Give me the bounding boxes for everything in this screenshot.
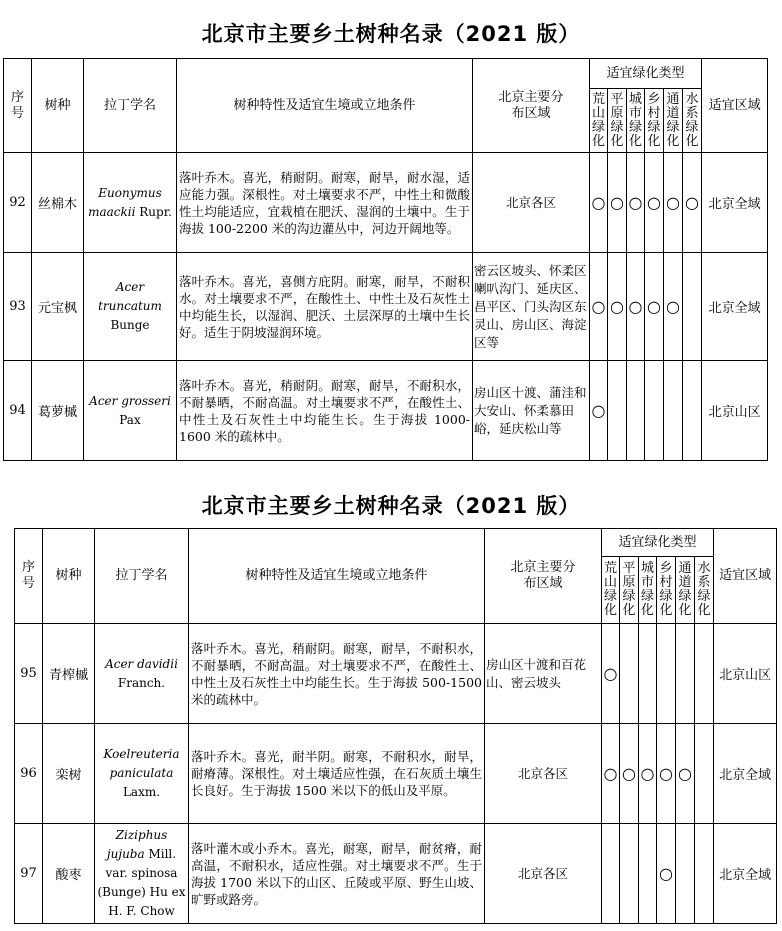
row-no: 94: [4, 361, 32, 461]
row-mark-5: [683, 361, 702, 461]
header-greening-3: 乡村绿化: [657, 557, 676, 624]
suitable-mark-icon: ○: [678, 763, 692, 783]
row-conditions: 落叶灌木或小乔木。喜光，耐寒，耐旱，耐贫瘠，耐高温，不耐积水，适应性强。对土壤要求不严。生于海拔 1700 米以下的山区、丘陵或平原、野生山坡、旷野或路旁。: [189, 824, 485, 924]
header-greening-3: 乡村绿化: [645, 89, 664, 153]
row-mark-0: [590, 253, 608, 361]
row-mark-0: [602, 824, 620, 924]
row-mark-4: [664, 361, 683, 461]
header-greening-0: 荒山绿化: [590, 89, 608, 153]
row-mark-1: [620, 624, 639, 724]
header-species: 树种: [32, 59, 84, 153]
header-greening-2: 城市绿化: [627, 89, 645, 153]
header-greening-2: 城市绿化: [639, 557, 657, 624]
row-mark-5: [683, 153, 702, 253]
row-distribution: 密云区坡头、怀柔区喇叭沟门、延庆区、昌平区、门头沟区东灵山、房山区、海淀区等: [473, 253, 590, 361]
row-mark-5: [695, 724, 714, 824]
row-species: 酸枣: [43, 824, 95, 924]
suitable-mark-icon: ○: [628, 296, 643, 316]
latin-author: Laxm.: [122, 785, 161, 799]
row-region: 北京山区: [702, 361, 768, 461]
row-mark-1: [620, 824, 639, 924]
suitable-mark-icon: ○: [659, 763, 673, 783]
row-conditions: 落叶乔木。喜光，耐半阴。耐寒，不耐积水，耐旱，耐瘠薄。深根性。对土壤适应性强，在石灰质土壤生长良好。生于海拔 1500 米以下的低山及平原。: [189, 724, 485, 824]
table-row: [15, 824, 777, 924]
row-distribution: 北京各区: [485, 824, 602, 924]
suitable-mark-icon: ○: [666, 296, 680, 316]
row-mark-0: [602, 624, 620, 724]
header-greening-4: 通道绿化: [664, 89, 683, 153]
suitable-mark-icon: ○: [666, 192, 680, 212]
header-greening-1: 平原绿化: [620, 557, 639, 624]
row-no: 95: [15, 624, 43, 724]
suitable-mark-icon: ○: [610, 192, 624, 212]
header-distribution: 北京主要分布区域: [485, 529, 602, 624]
row-latin-name: [84, 153, 177, 253]
species-table: [3, 58, 768, 461]
suitable-mark-icon: ○: [591, 192, 606, 212]
row-mark-3: [657, 724, 676, 824]
table-row: [15, 724, 777, 824]
header-greening-type: 适宜绿化类型: [590, 59, 702, 89]
row-mark-5: [695, 824, 714, 924]
row-region: 北京全域: [702, 153, 768, 253]
latin-genus-species: Acer davidii: [105, 656, 178, 671]
header-row: [4, 59, 768, 89]
row-mark-2: [627, 153, 645, 253]
table-row: [15, 624, 777, 724]
suitable-mark-icon: ○: [685, 192, 700, 212]
row-mark-0: [590, 153, 608, 253]
row-latin-name: [95, 724, 189, 824]
header-conditions: 树种特性及适宜生境或立地条件: [177, 59, 473, 153]
row-mark-4: [664, 153, 683, 253]
header-greening-4: 通道绿化: [676, 557, 695, 624]
latin-author: Rupr.: [139, 204, 172, 219]
row-conditions: 落叶乔木。喜光，喜侧方庇阴。耐寒，耐旱，不耐积水。对土壤要求不严，在酸性土、中性土及石灰性土中均能生长，以湿润、肥沃、土层深厚的土壤中生长好。适生于阴坡湿润环境。: [177, 253, 473, 361]
row-latin-name: [95, 624, 189, 724]
row-latin-name: [95, 824, 189, 924]
row-mark-3: [645, 361, 664, 461]
table-row: [4, 361, 768, 461]
suitable-mark-icon: ○: [628, 192, 643, 212]
row-mark-5: [683, 253, 702, 361]
latin-author: Pax: [119, 412, 141, 427]
suitable-mark-icon: ○: [610, 296, 624, 316]
row-mark-4: [676, 624, 695, 724]
row-no: 96: [15, 724, 43, 824]
row-conditions: 落叶乔木。喜光，稍耐阴。耐寒，耐旱，不耐积水，不耐暴晒，不耐高温。对土壤要求不严，在酸性土、中性土及石灰性土中均能生长。生于海拔 500-1500 米的疏林中。: [189, 624, 485, 724]
table-row: [4, 153, 768, 253]
page-title-2: 北京市主要乡土树种名录（2021 版）: [201, 494, 581, 518]
row-mark-0: [602, 724, 620, 824]
row-distribution: 北京各区: [473, 153, 590, 253]
row-species: 青榨槭: [43, 624, 95, 724]
row-mark-1: [608, 153, 627, 253]
suitable-mark-icon: ○: [622, 763, 636, 783]
row-species: 丝棉木: [32, 153, 84, 253]
row-mark-1: [608, 361, 627, 461]
row-mark-2: [639, 624, 657, 724]
row-mark-2: [639, 824, 657, 924]
row-distribution: 房山区十渡和百花山、密云坡头: [485, 624, 602, 724]
header-no: 序号: [4, 59, 32, 153]
latin-author: Mill. var. spinosa (Bunge) Hu ex H. F. Chow: [97, 847, 186, 918]
latin-genus-species: Acer grosseri: [89, 393, 171, 408]
page-title-1: 北京市主要乡土树种名录（2021 版）: [201, 22, 581, 46]
latin-author: Bunge: [110, 318, 150, 332]
suitable-mark-icon: ○: [647, 192, 661, 212]
row-latin-name: [84, 361, 177, 461]
row-mark-3: [645, 253, 664, 361]
header-conditions: 树种特性及适宜生境或立地条件: [189, 529, 485, 624]
row-mark-3: [657, 824, 676, 924]
row-conditions: 落叶乔木。喜光，稍耐阴。耐寒，耐旱，不耐积水，不耐暴晒，不耐高温。对土壤要求不严，在酸性土、中性土及石灰性土中均能生长。生于海拔 1000-1600 米的疏林中。: [177, 361, 473, 461]
header-greening-type: 适宜绿化类型: [602, 529, 714, 557]
row-mark-5: [695, 624, 714, 724]
header-greening-5: 水系绿化: [683, 89, 702, 153]
table-row: [4, 253, 768, 361]
row-no: 93: [4, 253, 32, 361]
suitable-mark-icon: ○: [603, 763, 618, 783]
species-table: [14, 528, 777, 924]
row-mark-2: [627, 253, 645, 361]
suitable-mark-icon: ○: [640, 763, 655, 783]
row-region: 北京全域: [714, 724, 777, 824]
header-row: [15, 529, 777, 557]
row-region: 北京山区: [714, 624, 777, 724]
header-region: 适宜区域: [702, 59, 768, 153]
latin-genus-species: Koelreuteria paniculata: [103, 747, 180, 780]
header-latin: 拉丁学名: [84, 59, 177, 153]
header-latin: 拉丁学名: [95, 529, 189, 624]
row-no: 92: [4, 153, 32, 253]
row-mark-2: [639, 724, 657, 824]
suitable-mark-icon: ○: [591, 400, 606, 420]
row-mark-1: [608, 253, 627, 361]
header-distribution: 北京主要分布区域: [473, 59, 590, 153]
header-greening-5: 水系绿化: [695, 557, 714, 624]
row-mark-4: [664, 253, 683, 361]
header-region: 适宜区域: [714, 529, 777, 624]
header-species: 树种: [43, 529, 95, 624]
latin-genus-species: Euonymus maackii: [88, 185, 162, 219]
suitable-mark-icon: ○: [647, 296, 661, 316]
row-conditions: 落叶乔木。喜光，稍耐阴。耐寒，耐旱，耐水湿，适应能力强。深根性。对土壤要求不严，中性土和微酸性土均能适应，宜栽植在肥沃、湿润的土壤中。生于海拔 100-2200 米的沟边灌丛中，河边开阔地等。: [177, 153, 473, 253]
row-mark-3: [657, 624, 676, 724]
row-region: 北京全域: [714, 824, 777, 924]
row-species: 葛萝槭: [32, 361, 84, 461]
row-region: 北京全域: [702, 253, 768, 361]
row-distribution: 房山区十渡、蒲洼和大安山、怀柔慕田峪，延庆松山等: [473, 361, 590, 461]
row-species: 元宝枫: [32, 253, 84, 361]
suitable-mark-icon: ○: [591, 296, 606, 316]
row-mark-0: [590, 361, 608, 461]
row-latin-name: [84, 253, 177, 361]
row-mark-4: [676, 824, 695, 924]
latin-genus-species: Ziziphus jujuba: [106, 828, 168, 861]
latin-genus-species: Acer truncatum: [98, 280, 162, 313]
latin-author: Franch.: [117, 675, 166, 690]
row-mark-3: [645, 153, 664, 253]
row-species: 栾树: [43, 724, 95, 824]
row-mark-4: [676, 724, 695, 824]
row-mark-1: [620, 724, 639, 824]
row-distribution: 北京各区: [485, 724, 602, 824]
row-mark-2: [627, 361, 645, 461]
header-greening-1: 平原绿化: [608, 89, 627, 153]
header-greening-0: 荒山绿化: [602, 557, 620, 624]
row-no: 97: [15, 824, 43, 924]
suitable-mark-icon: ○: [603, 663, 618, 683]
header-no: 序号: [15, 529, 43, 624]
suitable-mark-icon: ○: [659, 863, 673, 883]
